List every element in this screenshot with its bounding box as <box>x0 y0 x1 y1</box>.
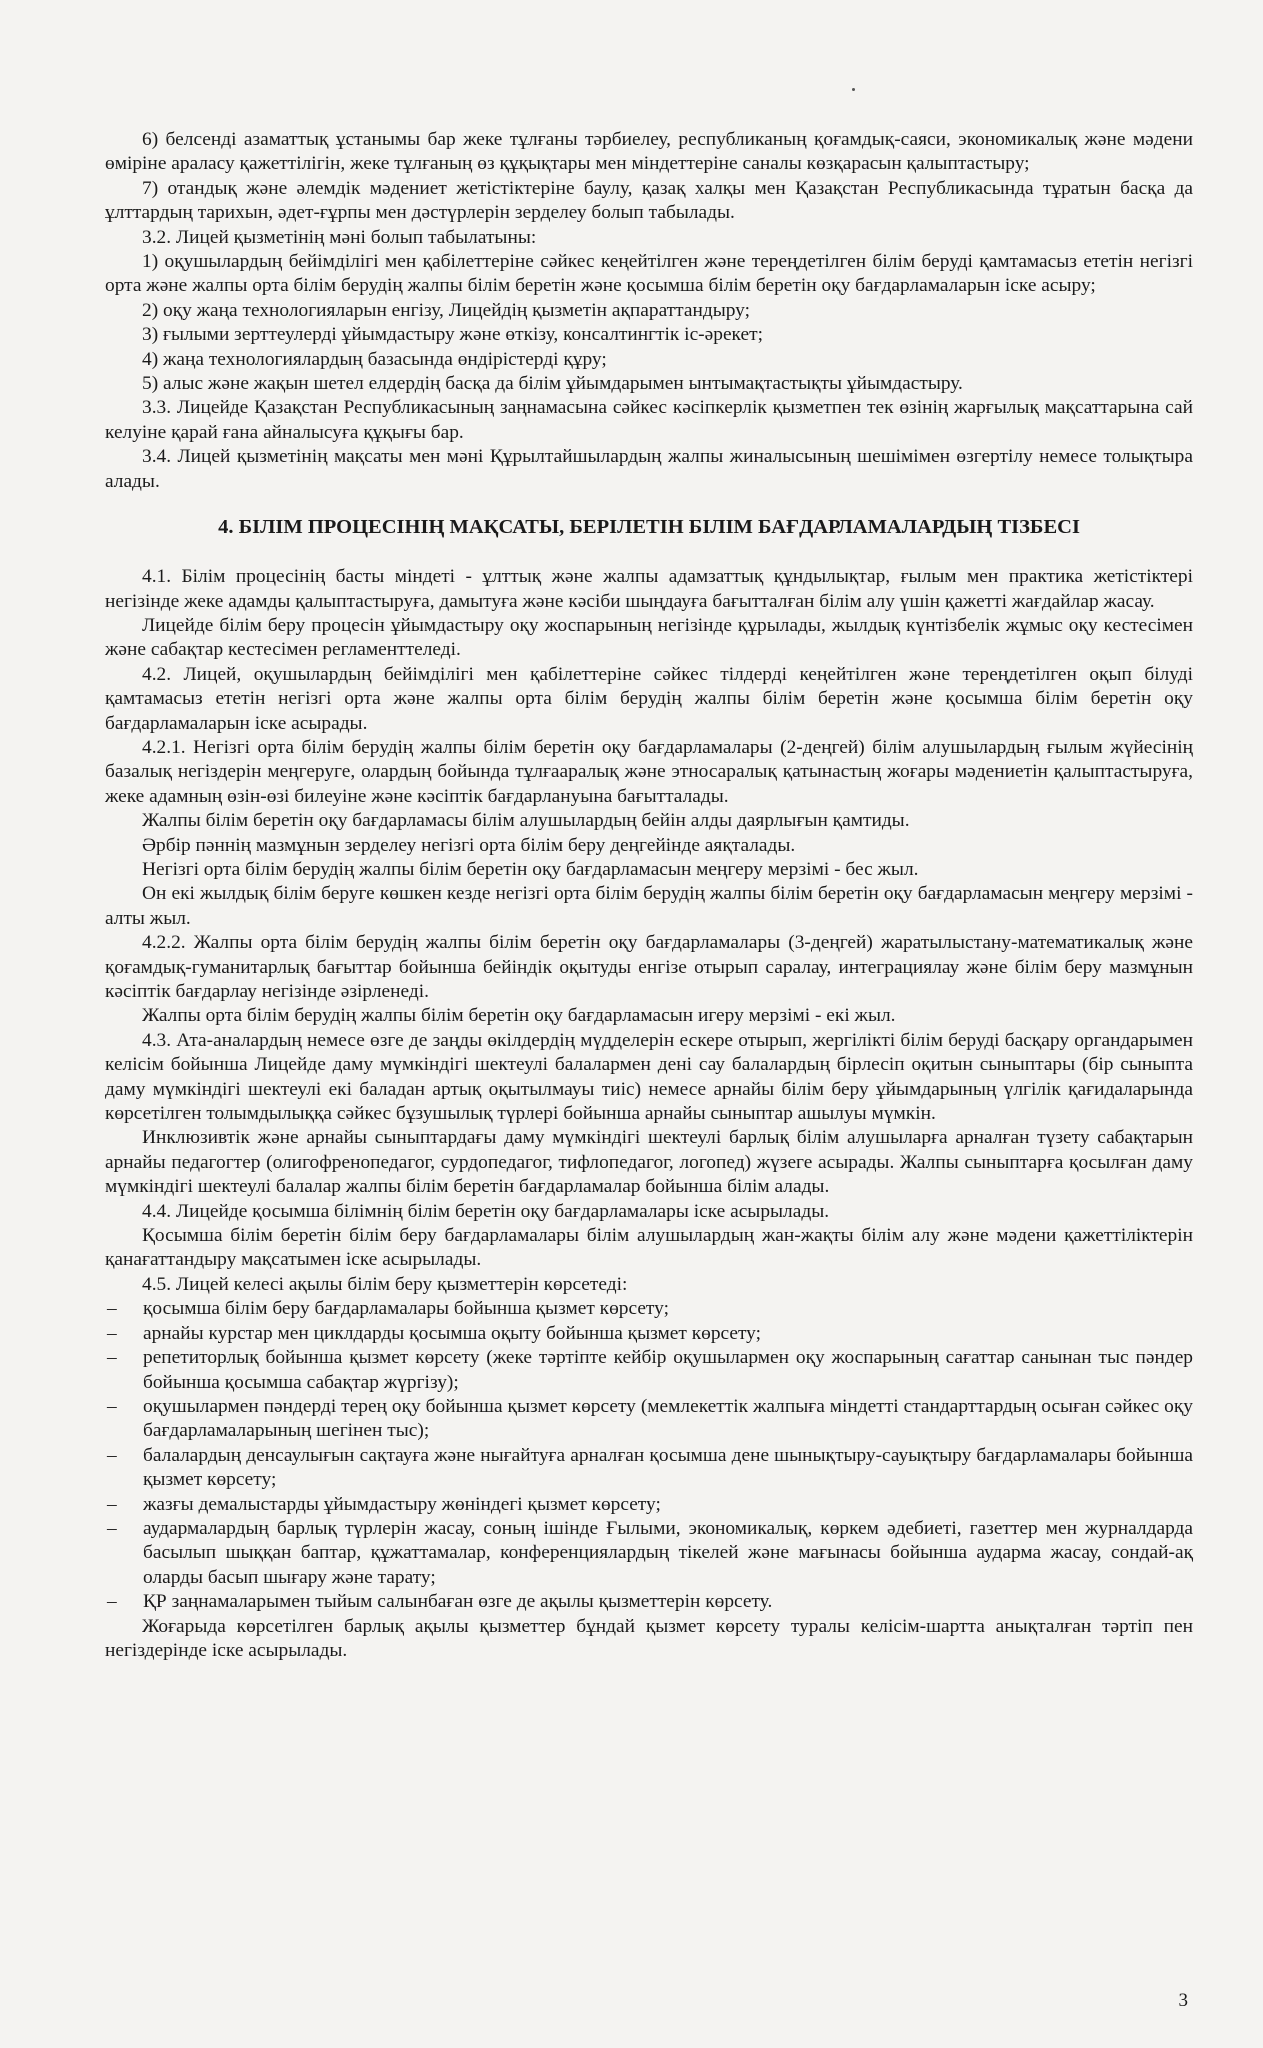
list-item <box>105 1517 1193 1590</box>
paragraph: 4) жаңа технологиялардың базасында өндірістерді құру; <box>142 348 607 370</box>
list-item-text: оқушылармен пәндерді терең оқу бойынша қызмет көрсету (мемлекеттік жалпыға міндетті стандарттардың осыған сәйкес оқу бағдарламаларының шегінен тыс); <box>143 1395 1193 1442</box>
dash-marker: – <box>107 1395 117 1417</box>
paragraph: 4.4. Лицейде қосымша білімнің білім беретін оқу бағдарламалары іске асырылады. <box>142 1200 830 1222</box>
paragraph: Лицейде білім беру процесін ұйымдастыру оқу жоспарының негізінде құрылады, жылдық күнтізбелік жұмыс оқу кестесімен және сабақтар кестесімен регламенттеледі. <box>105 614 1193 661</box>
paragraph: 4.1. Білім процесінің басты міндеті - ұлттық және жалпы адамзаттық құндылықтар, ғылым мен практика жетістіктері негізінде жеке адамды қалыптастыруға, дамытуға және кәсіби шыңдауға бағытталған білім алу үшін қажетті жағдайлар жасау. <box>105 566 1193 612</box>
paragraph: Әрбір пәннің мазмұнын зерделеу негізгі орта білім беру деңгейінде аяқталады. <box>142 834 796 856</box>
dash-marker: – <box>107 1322 117 1344</box>
paragraph: Он екі жылдық білім беруге көшкен кезде негізгі орта білім берудің жалпы білім беретін оқу бағдарламасын меңгеру мерзімі - алты жыл. <box>105 883 1193 929</box>
dash-marker: – <box>107 1517 117 1539</box>
paragraph: 5) алыс және жақын шетел елдердің басқа да білім ұйымдарымен ынтымақтастықты ұйымдастыру. <box>142 373 963 395</box>
list-item <box>105 1493 1193 1517</box>
page-number: 3 <box>1178 1990 1188 2011</box>
paragraph: Қосымша білім беретін білім беру бағдарламалары білім алушылардың жан-жақты білім алу және мәдени қажеттіліктерін қанағаттандыру мақсатымен іске асырылады. <box>105 1225 1193 1271</box>
paragraph: 3) ғылыми зерттеулерді ұйымдастыру және өткізу, консалтингтік іс-әрекет; <box>142 324 763 346</box>
paragraph: 4.3. Ата-аналардың немесе өзге де заңды өкілдердің мүдделерін ескере отырып, жергілікті білім беруді басқару органдарымен келісім бойынша Лицейде даму мүмкіндігі шектеулі балалармен дені сау балалардың бірлесіп оқитын сыныптары (бір сыныпта даму мүмкіндігі шектеулі екі баладан артық оқытылмауы тиіс) немесе арнайы білім беру ұйымдарының үлгілік қағидаларында көрсетілген толымдылыққа сәйкес бұзушылық түрлері бойынша арнайы сыныптар ашылуы мүмкін. <box>105 1029 1193 1125</box>
dash-marker: – <box>107 1444 117 1466</box>
list-item <box>105 1395 1193 1444</box>
paragraph: Инклюзивтік және арнайы сыныптардағы даму мүмкіндігі шектеулі барлық білім алушыларға арналған түзету сабақтарын арнайы педагогтер (олигофренопедагог, сурдопедагог, тифлопедагог, логопед) жүзеге асырады. Жалпы сыныптарға қосылған даму мүмкіндігі шектеулі балалар жалпы білім беретін бағдарламалар бойынша білім алады. <box>105 1127 1193 1198</box>
list-item-text: жазғы демалыстарды ұйымдастыру жөніндегі қызмет көрсету; <box>143 1493 661 1515</box>
list-item-text: қосымша білім беру бағдарламалары бойынша қызмет көрсету; <box>143 1298 669 1320</box>
list-item-text: репетиторлық бойынша қызмет көрсету (жеке тәртіпте кейбір оқушылармен оқу жоспарының сағаттар санынан тыс пәндер бойынша қосымша сабақтар жүргізу); <box>143 1347 1193 1393</box>
paragraph: 4.2. Лицей, оқушылардың бейімділігі мен қабілеттеріне сәйкес тілдерді кеңейтілген және тереңдетілген оқып білуді қамтамасыз ететін негізгі орта және жалпы орта білім берудің жалпы білім беретін және қосымша білім беретін оқу бағдарламаларын іске асырады. <box>105 663 1193 734</box>
list-item <box>105 1297 1193 1321</box>
paragraph: 4.5. Лицей келесі ақылы білім беру қызметтерін көрсетеді: <box>142 1273 628 1295</box>
dash-marker: – <box>107 1298 117 1320</box>
paragraph: Негізгі орта білім берудің жалпы білім беретін оқу бағдарламасын меңгеру мерзімі - бес жыл. <box>142 858 919 880</box>
list-item-text: арнайы курстар мен циклдарды қосымша оқыту бойынша қызмет көрсету; <box>143 1322 762 1344</box>
scan-speck <box>852 88 855 91</box>
document-body <box>105 128 1193 1663</box>
paragraph: 1) оқушылардың бейімділігі мен қабілеттеріне сәйкес кеңейтілген және тереңдетілген білім беруді қамтамасыз ететін негізгі орта және жалпы орта білім берудің жалпы білім беретін және қосымша білім беретін оқу бағдарламаларын іске асыру; <box>105 251 1193 297</box>
dash-marker: – <box>107 1347 117 1369</box>
list-item-text: ҚР заңнамаларымен тыйым салынбаған өзге де ақылы қызметтерін көрсету. <box>143 1591 773 1613</box>
paragraph: 6) белсенді азаматтық ұстанымы бар жеке тұлғаны тәрбиелеу, республиканың қоғамдық-саяси, экономикалық және мәдени өміріне араласу қажеттілігін, жеке тұлғаның өз құқықтары мен міндеттеріне саналы көзқарасын қалыптастыру; <box>105 129 1193 175</box>
list-item <box>105 1590 1193 1614</box>
list-item-text: балалардың денсаулығын сақтауға және нығайтуға арналған қосымша дене шынықтыру-сауықтыру бағдарламалары бойынша қызмет көрсету; <box>143 1444 1193 1491</box>
paragraph: 3.3. Лицейде Қазақстан Республикасының заңнамасына сәйкес кәсіпкерлік қызметпен тек өзінің жарғылық мақсаттарына сай келуіне қарай ғана айналысуға құқығы бар. <box>105 397 1193 443</box>
dash-marker: – <box>107 1493 117 1515</box>
paragraph: Жалпы орта білім берудің жалпы білім беретін оқу бағдарламасын игеру мерзімі - екі жыл. <box>142 1005 896 1027</box>
paragraph: 3.4. Лицей қызметінің мақсаты мен мәні Құрылтайшылардың жалпы жиналысының шешімімен өзгертілу немесе толықтыра алады. <box>105 446 1193 492</box>
list-item-text: аудармалардың барлық түрлерін жасау, соның ішінде Ғылыми, экономикалық, көркем әдебиеті, газеттер мен журналдарда басылып шыққан баптар, құжаттамалар, конференциялардың тікелей және мағынасы бойынша аударма жасау, сондай-ақ оларды басып шығару және тарату; <box>143 1517 1193 1588</box>
paid-services-list <box>105 1297 1193 1614</box>
paragraph: Жалпы білім беретін оқу бағдарламасы білім алушылардың бейін алды даярлығын қамтиды. <box>142 810 910 832</box>
section-heading: 4. БІЛІМ ПРОЦЕСІНІҢ МАҚСАТЫ, БЕРІЛЕТІН БІЛІМ БАҒДАРЛАМАЛАРДЫҢ ТІЗБЕСІ <box>218 516 1080 539</box>
paragraph: 4.2.1. Негізгі орта білім берудің жалпы білім беретін оқу бағдарламалары (2-деңгей) білім алушылардың ғылым жүйесінің базалық негіздерін меңгеруге, олардың бойында тұлғааралық және этносаралық қатынастың жоғары мәдениетін қалыптастыруға, жеке адамның өзін-өзі билеуіне және кәсіптік бағдарлануына бағытталады. <box>105 736 1193 807</box>
paragraph: 7) отандық және әлемдік мәдениет жетістіктеріне баулу, қазақ халқы мен Қазақстан Республикасында тұратын басқа да ұлттардың тарихын, әдет-ғұрпы мен дәстүрлерін зерделеу болып табылады. <box>105 177 1193 224</box>
closing-paragraph: Жоғарыда көрсетілген барлық ақылы қызметтер бұндай қызмет көрсету туралы келісім-шартта анықталған тәртіп пен негіздерінде іске асырылады. <box>105 1615 1193 1661</box>
paragraph: 4.2.2. Жалпы орта білім берудің жалпы білім беретін оқу бағдарламалары (3-деңгей) жаратылыстану-математикалық және қоғамдық-гуманитарлық бағыттар бойынша бейіндік оқытуды енгізе отырып саралау, интеграциялау және білім беру мазмұнын кәсіптік бағдарлау негізінде әзірленеді. <box>105 932 1193 1002</box>
list-item <box>105 1322 1193 1346</box>
paragraph: 3.2. Лицей қызметінің мәні болып табылатыны: <box>142 226 537 248</box>
list-item <box>105 1444 1193 1493</box>
paragraph: 2) оқу жаңа технологияларын енгізу, Лицейдің қызметін ақпараттандыру; <box>142 299 751 321</box>
dash-marker: – <box>107 1591 117 1613</box>
list-item <box>105 1346 1193 1395</box>
